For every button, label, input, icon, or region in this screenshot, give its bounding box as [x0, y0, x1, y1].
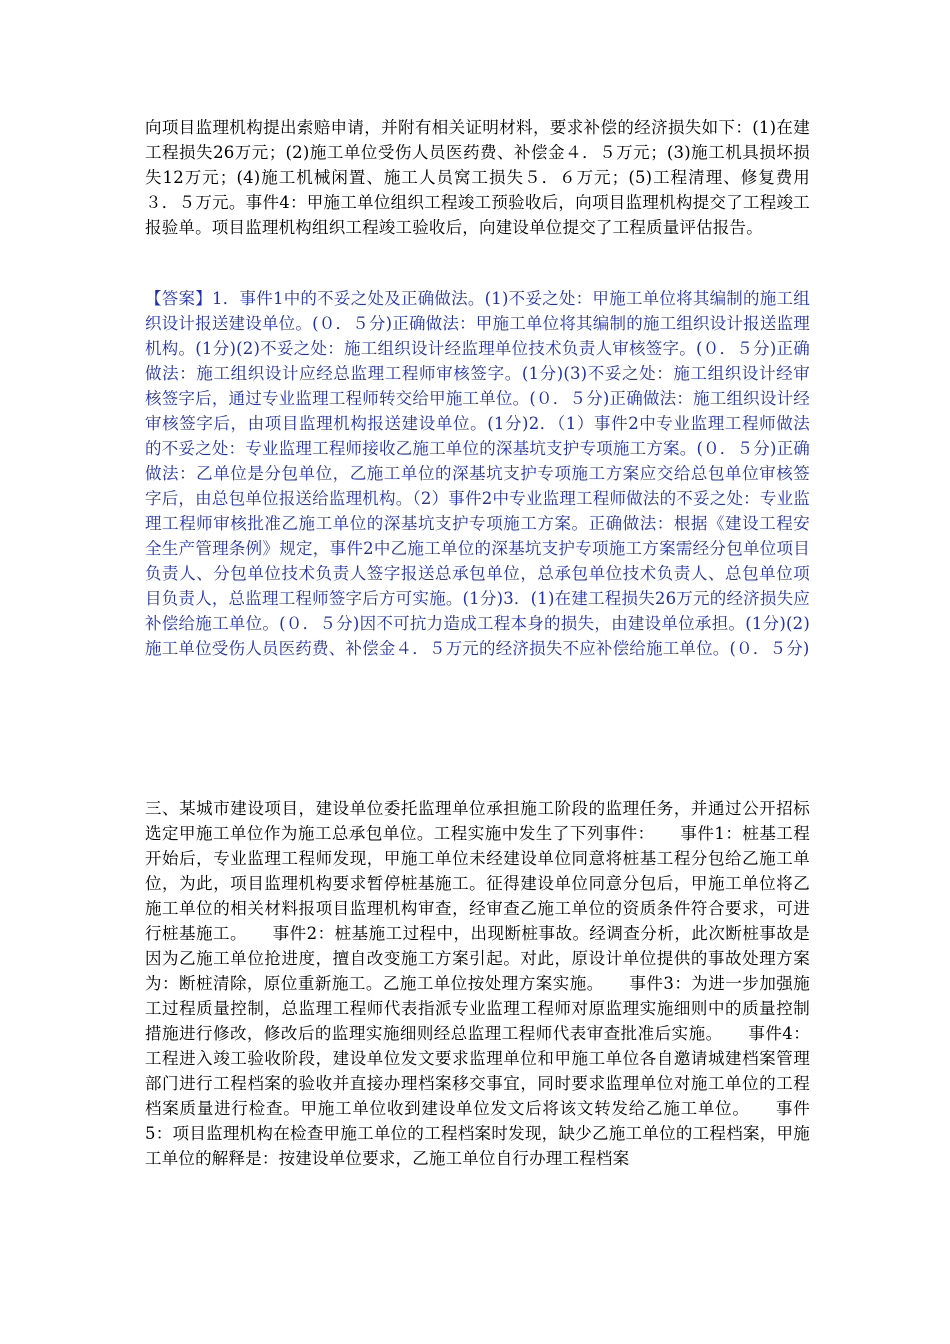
question-continuation-paragraph: 向项目监理机构提出索赔申请，并附有相关证明材料，要求补偿的经济损失如下：(1)在建工程损失26万元；(2)施工单位受伤人员医药费、补偿金４．５万元；(3)施工机具损坏损失12万元；(4)施工机械闲置、施工人员窝工损失５．６万元；(5)工程清理、修复费用３．５万元。事件4：甲施工单位组织工程竣工预验收后，向项目监理机构提交了工程竣工报验单。项目监理机构组织工程竣工验收后，向建设单位提交了工程质量评估报告。: [145, 118, 810, 237]
section-three-paragraph: 三、某城市建设项目，建设单位委托监理单位承担施工阶段的监理任务，并通过公开招标选定甲施工单位作为施工总承包单位。工程实施中发生了下列事件： 事件1：桩基工程开始后，专业监理工程师发现，甲施工单位未经建设单位同意将桩基工程分包给乙施工单位，为此，项目监理机构要求暂停桩基施工。征得建设单位同意分包后，甲施工单位将乙施工单位的相关材料报项目监理机构审查，经审查乙施工单位的资质条件符合要求，可进行桩基施工。 事件2：桩基施工过程中，出现断桩事故。经调查分析，此次断桩事故是因为乙施工单位抢进度，擅自改变施工方案引起。对此，原设计单位提供的事故处理方案为：断桩清除，原位重新施工。乙施工单位按处理方案实施。 事件3：为进一步加强施工过程质量控制，总监理工程师代表指派专业监理工程师对原监理实施细则中的质量控制措施进行修改，修改后的监理实施细则经总监理工程师代表审查批准后实施。 事件4：工程进入竣工验收阶段，建设单位发文要求监理单位和甲施工单位各自邀请城建档案管理部门进行工程档案的验收并直接办理档案移交事宜，同时要求监理单位对施工单位的工程档案质量进行检查。甲施工单位收到建设单位发文后将该文转发给乙施工单位。 事件5：项目监理机构在检查甲施工单位的工程档案时发现，缺少乙施工单位的工程档案，甲施工单位的解释是：按建设单位要求，乙施工单位自行办理工程档案: [145, 799, 810, 1168]
answer-paragraph: 【答案】1．事件1中的不妥之处及正确做法。(1)不妥之处：甲施工单位将其编制的施工组织设计报送建设单位。(０．５分)正确做法：甲施工单位将其编制的施工组织设计报送监理机构。(1分)(2)不妥之处：施工组织设计经监理单位技术负责人审核签字。(０．５分)正确做法：施工组织设计应经总监理工程师审核签字。(1分)(3)不妥之处：施工组织设计经审核签字后，通过专业监理工程师转交给甲施工单位。(０．５分)正确做法：施工组织设计经审核签字后，由项目监理机构报送建设单位。(1分)2．（1）事件2中专业监理工程师做法的不妥之处：专业监理工程师接收乙施工单位的深基坑支护专项施工方案。(０．５分)正确做法：乙单位是分包单位，乙施工单位的深基坑支护专项施工方案应交给总包单位审核签字后，由总包单位报送给监理机构。（2）事件2中专业监理工程师做法的不妥之处：专业监理工程师审核批准乙施工单位的深基坑支护专项施工方案。正确做法：根据《建设工程安全生产管理条例》规定，事件2中乙施工单位的深基坑支护专项施工方案需经分包单位项目负责人、分包单位技术负责人签字报送总承包单位，总承包单位技术负责人、总包单位项目负责人，总监理工程师签字后方可实施。(1分)3．(1)在建工程损失26万元的经济损失应补偿给施工单位。(０．５分)因不可抗力造成工程本身的损失，由建设单位承担。(1分)(2)施工单位受伤人员医药费、补偿金４．５万元的经济损失不应补偿给施工单位。(０．５分): [145, 289, 810, 658]
